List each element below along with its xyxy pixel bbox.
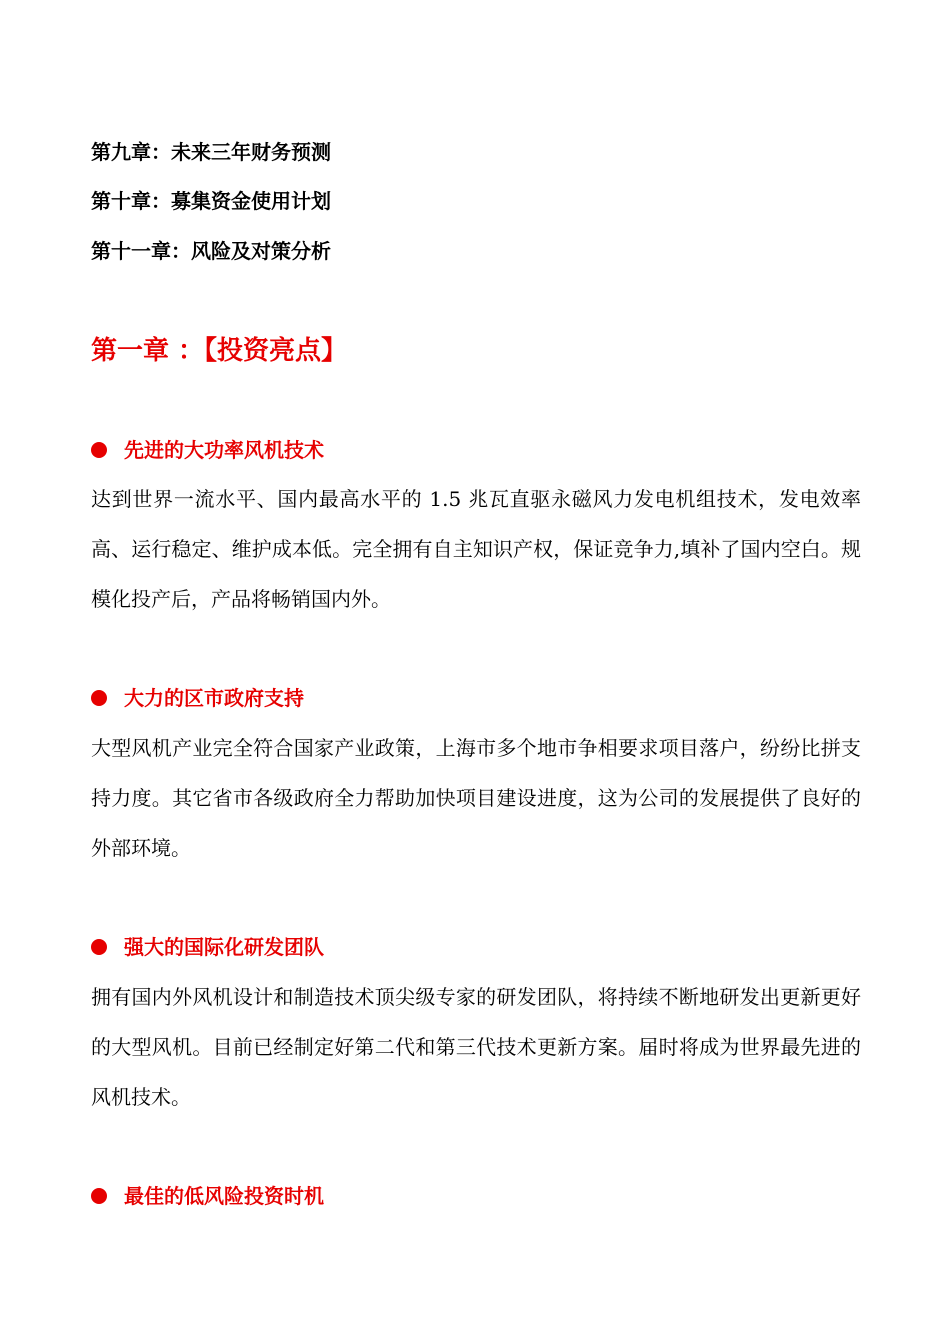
section-heading-label: 大力的区市政府支持 [124,686,304,710]
section-body-government-support: 大型风机产业完全符合国家产业政策，上海市多个地市争相要求项目落户，纷纷比拼支持力度。其它省市各级政府全力帮助加快项目建设进度，这为公司的发展提供了良好的外部环境。 [91,736,861,860]
bullet-icon [91,690,107,706]
section-heading-label: 最佳的低风险投资时机 [124,1184,324,1208]
section-heading-investment-timing [91,1182,324,1210]
section-body-rd-team: 拥有国内外风机设计和制造技术顶尖级专家的研发团队，将持续不断地研发出更新更好的大型风机。目前已经制定好第二代和第三代技术更新方案。届时将成为世界最先进的风机技术。 [91,985,861,1109]
section-heading-government-support [91,684,304,712]
toc-item-chapter-10: 第十章：募集资金使用计划 [91,189,331,213]
bullet-icon [91,939,107,955]
bullet-icon [91,1188,107,1204]
toc-item-chapter-11: 第十一章：风险及对策分析 [91,239,331,263]
section-heading-rd-team [91,933,324,961]
toc-item-chapter-9: 第九章：未来三年财务预测 [91,140,331,164]
bullet-icon [91,442,107,458]
section-heading-label: 强大的国际化研发团队 [124,935,324,959]
section-body-technology: 达到世界一流水平、国内最高水平的 1.5 兆瓦直驱永磁风力发电机组技术，发电效率高、运行稳定、维护成本低。完全拥有自主知识产权，保证竞争力,填补了国内空白。规模化投产后，产品将畅销国内外。 [91,487,861,611]
section-heading-label: 先进的大功率风机技术 [124,438,324,462]
section-heading-technology [91,436,324,464]
chapter-title: 第一章 ：【投资亮点】 [91,336,348,366]
